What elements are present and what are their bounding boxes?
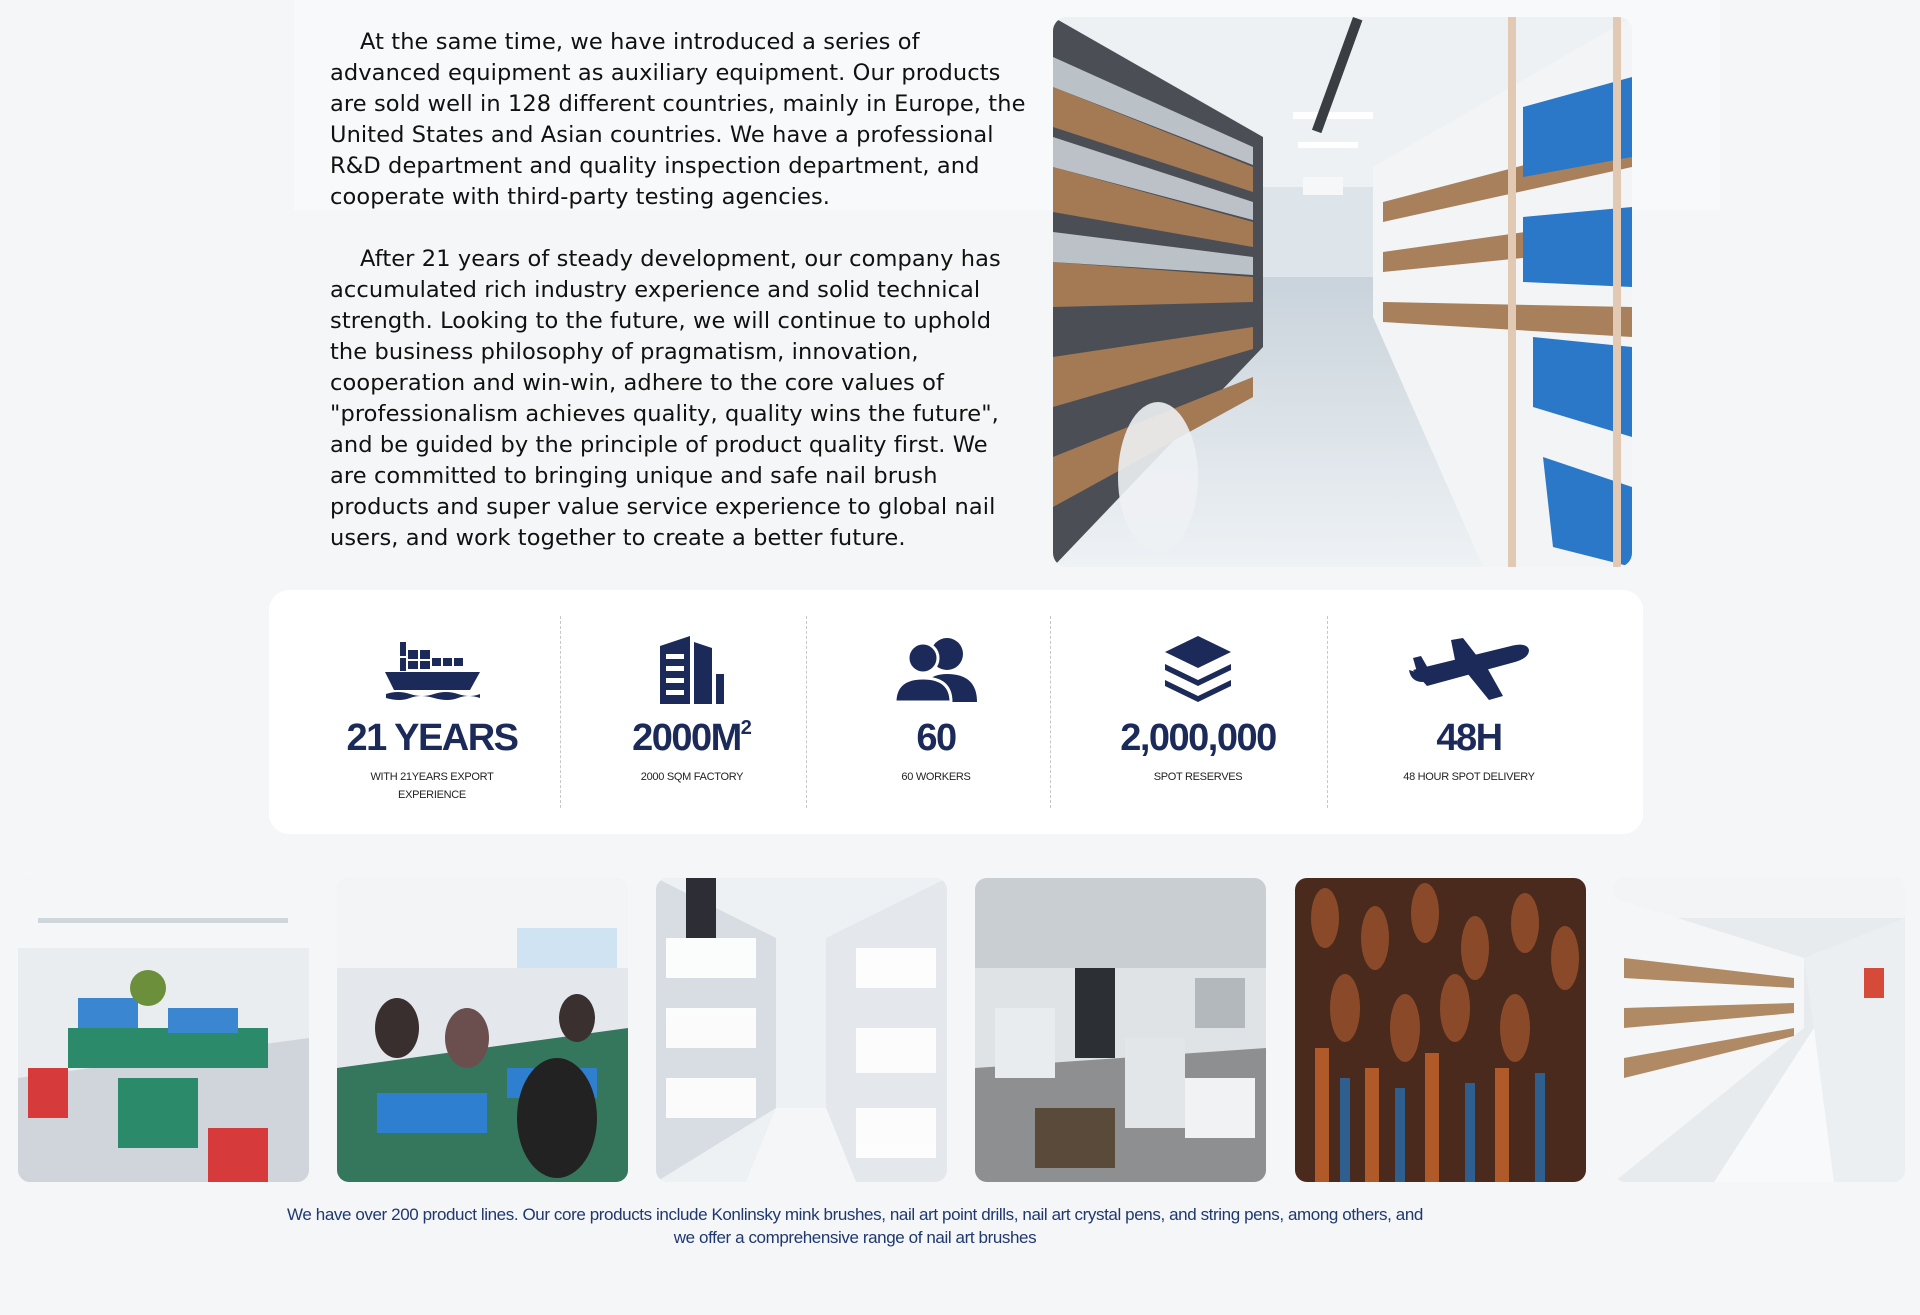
stat-factory-area [577,590,807,834]
stat-divider [806,616,807,808]
intro-paragraph-2: After 21 years of steady development, our company has accumulated rich industry experience and solid technical strength. Looking to the future, we will continue to uphold the business philosophy of pragmatism, innovation, cooperation and win-win, adhere to the core values of "professionalism achieves quality, quality wins the future", and be guided by the principle of product quality first. We are committed to bringing unique and safe nail brush products and super value service experience to global nail users, and work together to create a better future. [330,246,1001,551]
stat-delivery [1339,590,1599,834]
stacked-layers-icon [1163,634,1233,702]
gallery-photo-assembly-line [337,878,628,1182]
stat-value: 21 YEARS [346,717,518,759]
factory-building-icon [656,634,728,706]
stat-value: 2,000,000 [1120,717,1276,759]
stat-export-years [329,590,535,834]
cargo-ship-icon [382,638,482,700]
stat-caption: 48 HOUR SPOT DELIVERY [1403,771,1535,783]
warehouse-photo [1053,17,1632,567]
gallery-photo-storage-shelves [656,878,947,1182]
gallery-photo-warehouse-floor [975,878,1266,1182]
stats-card [269,590,1643,834]
stat-divider [1050,616,1051,808]
airplane-icon [1407,636,1531,702]
gallery-photo-workshop [18,878,309,1182]
stat-value: 60 [916,717,956,759]
gallery-photo-product-aisle [1614,878,1905,1182]
stat-caption: SPOT RESERVES [1153,771,1243,783]
stat-spot-reserves [1069,590,1327,834]
stat-workers [824,590,1048,834]
intro-paragraph-1: At the same time, we have introduced a series of advanced equipment as auxiliary equipment. Our products are sold well in 128 different countries, mainly in Europe, the United States and Asian countries. We have a professional R&D department and quality inspection department, and cooperate with third-party testing agencies. [330,29,1026,210]
intro-text [330,27,1030,554]
workers-group-icon [893,634,979,704]
stat-value: 48H [1436,717,1502,759]
stat-value-superscript: 2 [740,717,752,739]
stat-caption: WITH 21YEARS EXPORT EXPERIENCE [370,771,494,801]
stat-caption: 2000 SQM FACTORY [640,771,744,783]
stat-divider [560,616,561,808]
stat-value-main: 2000M [632,717,741,759]
footer-text: We have over 200 product lines. Our core products include Konlinsky mink brushes, nail art point drills, nail art crystal pens, and string pens, among others, and we offer a comprehensive range of nail art brushes [287,1205,1423,1247]
stat-caption: 60 WORKERS [901,771,971,783]
gallery-photo-brush-heads [1295,878,1586,1182]
stat-value [577,717,807,760]
stat-divider [1327,616,1328,808]
